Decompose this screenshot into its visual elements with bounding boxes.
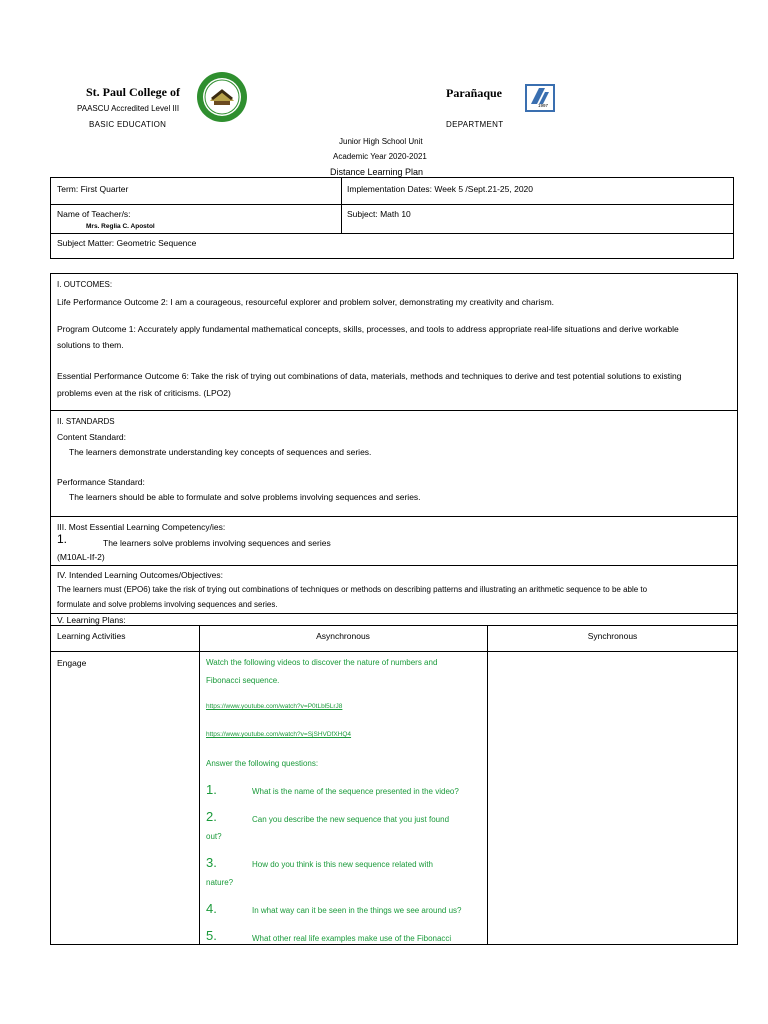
competency-number: 1. [57, 532, 68, 546]
column-divider [487, 625, 488, 945]
standards-heading: II. STANDARDS [57, 417, 115, 426]
section-divider [50, 516, 738, 517]
question-3-line2: nature? [206, 878, 234, 887]
question-5: What other real life examples make use of the Fibonacci [252, 934, 452, 943]
city-name: Parañaque [446, 86, 503, 100]
question-number: 5. [206, 928, 217, 943]
program-outcome-line2: solutions to them. [57, 340, 124, 350]
term-label: Term: First Quarter [57, 184, 129, 194]
college-name: St. Paul College of [86, 85, 180, 99]
question-number: 3. [206, 855, 217, 870]
competencies-heading: III. Most Essential Learning Competency/ies: [57, 522, 226, 532]
col-asynchronous: Asynchronous [316, 631, 370, 641]
col-learning-activities: Learning Activities [57, 631, 126, 641]
question-2-line2: out? [206, 832, 222, 841]
basic-education-text: BASIC EDUCATION [89, 120, 167, 129]
objectives-heading: IV. Intended Learning Outcomes/Objectives: [57, 570, 224, 580]
question-1: What is the name of the sequence presented in the video? [252, 787, 459, 796]
section-divider [50, 565, 738, 566]
unit-text: Junior High School Unit [339, 137, 423, 146]
outcomes-heading: I. OUTCOMES: [57, 280, 113, 289]
subject-matter: Subject Matter: Geometric Sequence [57, 238, 197, 248]
section-divider [50, 410, 738, 411]
college-seal-logo [196, 71, 248, 123]
async-intro-line1: Watch the following videos to discover the nature of numbers and [206, 658, 438, 667]
plan-title: Distance Learning Plan [330, 167, 424, 177]
question-3-line1: How do you think is this new sequence related with [252, 860, 433, 869]
content-standard: The learners demonstrate understanding key concepts of sequences and series. [69, 447, 372, 457]
performance-standard: The learners should be able to formulate and solve problems involving sequences and series. [69, 492, 421, 502]
teacher-label: Name of Teacher/s: [57, 209, 131, 219]
question-number: 1. [206, 782, 217, 797]
academic-year-text: Academic Year 2020-2021 [333, 152, 427, 161]
engage-label: Engage [57, 658, 87, 668]
info-divider [50, 233, 734, 234]
column-divider [199, 625, 200, 945]
life-performance-outcome: Life Performance Outcome 2: I am a courageous, resourceful explorer and problem solver, demonstrating my creativity and charism. [57, 297, 555, 307]
question-number: 2. [206, 809, 217, 824]
info-column-divider [341, 177, 342, 233]
program-outcome-line1: Program Outcome 1: Accurately apply fundamental mathematical concepts, skills, processes, and tools to address appropriate real-life situations and derive workable [57, 324, 679, 334]
section-divider [50, 625, 738, 626]
section-divider [50, 613, 738, 614]
performance-standard-label: Performance Standard: [57, 477, 145, 487]
info-divider [50, 204, 734, 205]
implementation-dates: Implementation Dates: Week 5 /Sept.21-25, 2020 [347, 184, 534, 194]
learning-plans-heading: V. Learning Plans: [57, 615, 126, 625]
async-intro-line2: Fibonacci sequence. [206, 676, 280, 685]
col-synchronous: Synchronous [587, 631, 638, 641]
department-text: DEPARTMENT [446, 120, 504, 129]
content-standard-label: Content Standard: [57, 432, 126, 442]
answer-prompt: Answer the following questions: [206, 759, 319, 768]
question-number: 4. [206, 901, 217, 916]
badge-year: 1997 [538, 103, 549, 108]
badge-logo [525, 84, 555, 112]
question-4: In what way can it be seen in the things we see around us? [252, 906, 462, 915]
video-link-2[interactable]: https://www.youtube.com/watch?v=SjSHVDfXHQ4 [206, 731, 352, 738]
question-2-line1: Can you describe the new sequence that you just found [252, 815, 450, 824]
competency-item: The learners solve problems involving sequences and series [103, 538, 331, 548]
video-link-1[interactable]: https://www.youtube.com/watch?v=P0tLbl5LrJ8 [206, 703, 343, 710]
header-row-divider [50, 651, 738, 652]
competency-code: (M10AL-If-2) [57, 552, 105, 562]
accreditation-text: PAASCU Accredited Level III [77, 104, 180, 113]
essential-outcome-line1: Essential Performance Outcome 6: Take the risk of trying out combinations of data, materials, methods and techniques to derive and test potential solutions to existing [57, 371, 682, 381]
objectives-line1: The learners must (EPO6) take the risk of trying out combinations of techniques or methods on describing patterns and illustrating an arithmetic sequence to be able to [57, 585, 648, 594]
subject-label: Subject: Math 10 [347, 209, 411, 219]
essential-outcome-line2: problems even at the risk of criticisms. (LPO2) [57, 388, 231, 398]
teacher-name: Mrs. Reglia C. Apostol [86, 223, 155, 230]
objectives-line2: formulate and solve problems involving sequences and series. [57, 600, 278, 609]
